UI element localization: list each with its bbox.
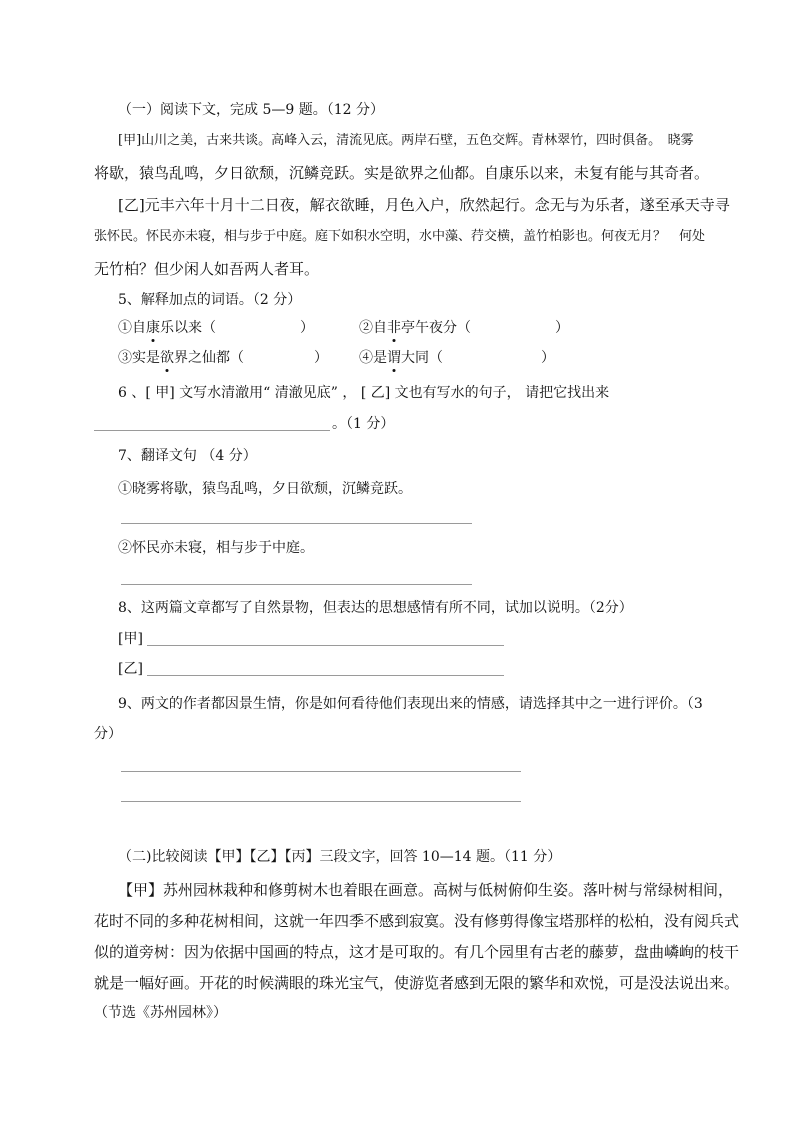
answer-line-q7-2[interactable]: [121, 584, 472, 585]
question-7-sentence-2: ②怀民亦未寝，相与步于中庭。: [118, 540, 314, 556]
passage-gardens-line2: 花时不同的多种花树相间，这就一年四季不感到寂寞。没有修剪得像宝塔那样的松柏，没有阅兵式: [94, 912, 740, 930]
question-6-line2: 。（1 分）: [332, 416, 395, 432]
question-8-jia-label: [甲]: [118, 631, 143, 647]
answer-line-q9-1[interactable]: [121, 771, 521, 772]
passage-gardens-line3: 似的道旁树：因为依据中国画的特点，这才是可取的。有几个园里有古老的藤萝，盘曲嶙峋的枝干: [94, 943, 740, 961]
question-8-yi-label: [乙]: [118, 661, 143, 677]
question-5-item-a: ①自康乐以来（ ）: [118, 320, 314, 336]
answer-line-q7-1[interactable]: [121, 523, 472, 524]
section2-heading: （二)比较阅读【甲】【乙】【丙】三段文字，回答 10—14 题。（11 分）: [118, 849, 562, 865]
question-9-line2: 分）: [94, 726, 122, 742]
passage-jia-line2: 将歇，猿鸟乱鸣，夕日欲颓，沉鳞竞跃。实是欲界之仙都。自康乐以来，未复有能与其奇者。: [94, 164, 710, 182]
passage-yi-line3: 无竹柏？但少闲人如吾两人者耳。: [94, 260, 320, 278]
question-6-line1: 6 、[ 甲] 文写水清澈用“ 清澈见底” ， [ 乙] 文也有写水的句子， 请把它找出来: [118, 385, 610, 401]
answer-line-q8-yi[interactable]: [147, 675, 504, 676]
question-5-item-d: ④是谓大同（ ）: [359, 350, 555, 366]
question-8-title: 8、这两篇文章都写了自然景物，但表达的思想感情有所不同，试加以说明。（2分）: [118, 600, 633, 616]
question-5-item-c: ③实是欲界之仙都（ ）: [118, 350, 328, 366]
answer-line-q9-2[interactable]: [121, 801, 521, 802]
passage-gardens-line1: 【甲】苏州园林栽种和修剪树木也着眼在画意。高树与低树俯仰生姿。落叶树与常绿树相间，: [118, 881, 734, 899]
answer-line-q6[interactable]: [94, 430, 330, 431]
answer-line-q8-jia[interactable]: [147, 645, 504, 646]
question-5-title: 5、解释加点的词语。（2 分）: [118, 292, 302, 308]
passage-yi-line2: 张怀民。怀民亦未寝，相与步于中庭。庭下如积水空明，水中藻、荇交横，盖竹柏影也。何夜无月？ 何处: [94, 229, 706, 244]
passage-source: （节选《苏州园林》）: [94, 1005, 227, 1021]
question-5-item-b: ②自非亭午夜分（ ）: [359, 320, 569, 336]
question-7-title: 7、翻译文句 （4 分）: [118, 448, 257, 464]
question-9-line1: 9、两文的作者都因景生情，你是如何看待他们表现出来的情感，请选择其中之一进行评价。（3: [118, 696, 703, 712]
section1-heading: （一）阅读下文，完成 5—9 题。（12 分）: [118, 102, 384, 118]
passage-yi-line1: [乙]元丰六年十月十二日夜，解衣欲睡，月色入户，欣然起行。念无与为乐者，遂至承天寺寻: [118, 196, 730, 214]
question-7-sentence-1: ①晓雾将歇，猿鸟乱鸣，夕日欲颓，沉鳞竞跃。: [118, 481, 412, 497]
passage-jia-line1: [甲]山川之美，古来共谈。高峰入云，清流见底。两岸石壁，五色交辉。青林翠竹，四时俱备。 晓雾: [118, 133, 694, 148]
passage-gardens-line4: 就是一幅好画。开花的时候满眼的珠光宝气，使游览者感到无限的繁华和欢悦，可是没法说出来。: [94, 974, 740, 992]
